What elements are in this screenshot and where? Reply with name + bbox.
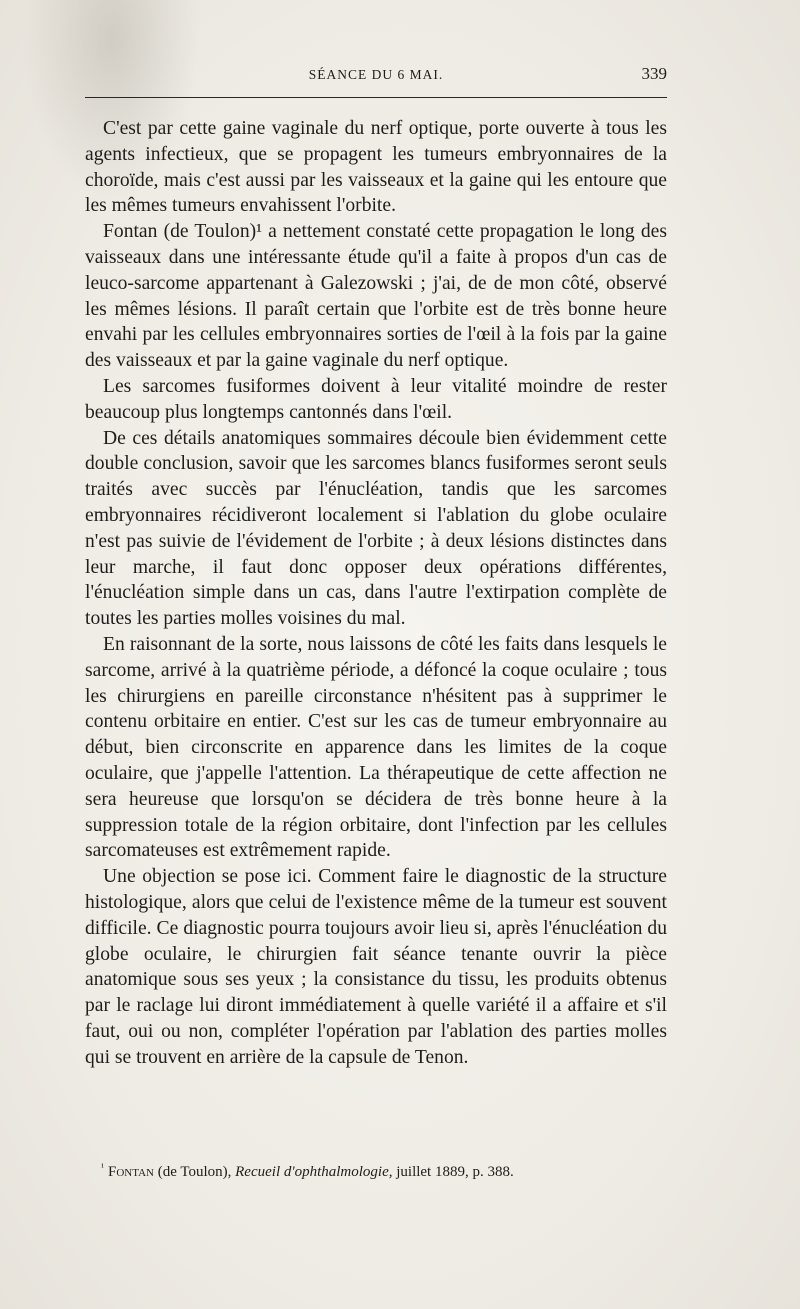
- paragraph: Les sarcomes fusiformes doivent à leur vitalité moindre de rester beaucoup plus longtemps cantonnés dans l'œil.: [85, 375, 667, 423]
- footnote-author: Fontan: [108, 1164, 154, 1180]
- running-title: SÉANCE DU 6 MAI.: [308, 67, 444, 82]
- footnote-details: juillet 1889, p. 388.: [392, 1164, 514, 1180]
- paragraph: Fontan (de Toulon)¹ a nettement constaté cette propagation le long des vaisseaux dans une intéressante étude qu'il a faite à propos d'un cas de leuco-sarcome appartenant à Galezowski ; j'ai, de de mon côté, observé les mêmes lésions. Il paraît certain que l'orbite est de très bonne heure envahi par les cellules embryonnaires sorties de l'œil à la fois par la gaine des vaisseaux et par la gaine vaginale du nerf optique.: [85, 221, 667, 372]
- footnote: [85, 1158, 667, 1182]
- footnote-journal: Recueil d'ophthalmologie,: [235, 1164, 393, 1180]
- body-text: [85, 116, 667, 1070]
- footnote-marker: ¹: [101, 1162, 104, 1173]
- footnotes: [85, 1158, 667, 1182]
- paragraph: De ces détails anatomiques sommaires découle bien évidemment cette double conclusion, savoir que les sarcomes blancs fusiformes seront seuls traités avec succès par l'énucléation, tandis que les sarcomes embryonnaires récidiveront localement si l'ablation du globe oculaire n'est pas suivie de l'évidement de l'orbite ; à deux lésions distinctes dans leur marche, il faut donc opposer deux opérations différentes, l'énucléation simple dans un cas, dans l'autre l'extirpation complète de toutes les parties molles voisines du mal.: [85, 427, 667, 630]
- footnote-place: (de Toulon),: [153, 1164, 236, 1180]
- page-number: 339: [641, 64, 667, 83]
- page-header: [85, 64, 667, 86]
- paragraph: Une objection se pose ici. Comment faire le diagnostic de la structure histologique, alors que celui de l'existence même de la tumeur est souvent difficile. Ce diagnostic pourra toujours avoir lieu si, après l'énucléation du globe oculaire, le chirurgien fait séance tenante ouvrir la pièce anatomique sous ses yeux ; la consistance du tissu, les produits obtenus par le raclage lui diront immédiatement à quelle variété il a affaire et s'il faut, oui ou non, compléter l'opération par l'ablation des parties molles qui se trouvent en arrière de la capsule de Tenon.: [85, 866, 667, 1068]
- header-rule: [85, 97, 667, 98]
- paragraph: En raisonnant de la sorte, nous laissons de côté les faits dans lesquels le sarcome, arrivé à la quatrième période, a défoncé la coque oculaire ; tous les chirurgiens en pareille circonstance n'hésitent pas à supprimer le contenu orbitaire en entier. C'est sur les cas de tumeur embryonnaire au début, bien circonscrite en apparence dans les limites de la coque oculaire, que j'appelle l'attention. La thérapeutique de cette affection ne sera heureuse que lorsqu'on se décidera de très bonne heure à la suppression totale de la région orbitaire, dont l'infection par les cellules sarcomateuses est extrêmement rapide.: [85, 633, 667, 862]
- paragraph: C'est par cette gaine vaginale du nerf optique, porte ouverte à tous les agents infectieux, que se propagent les tumeurs embryonnaires de la choroïde, mais c'est aussi par les vaisseaux et la gaine qui les entoure que les mêmes tumeurs envahissent l'orbite.: [85, 118, 667, 217]
